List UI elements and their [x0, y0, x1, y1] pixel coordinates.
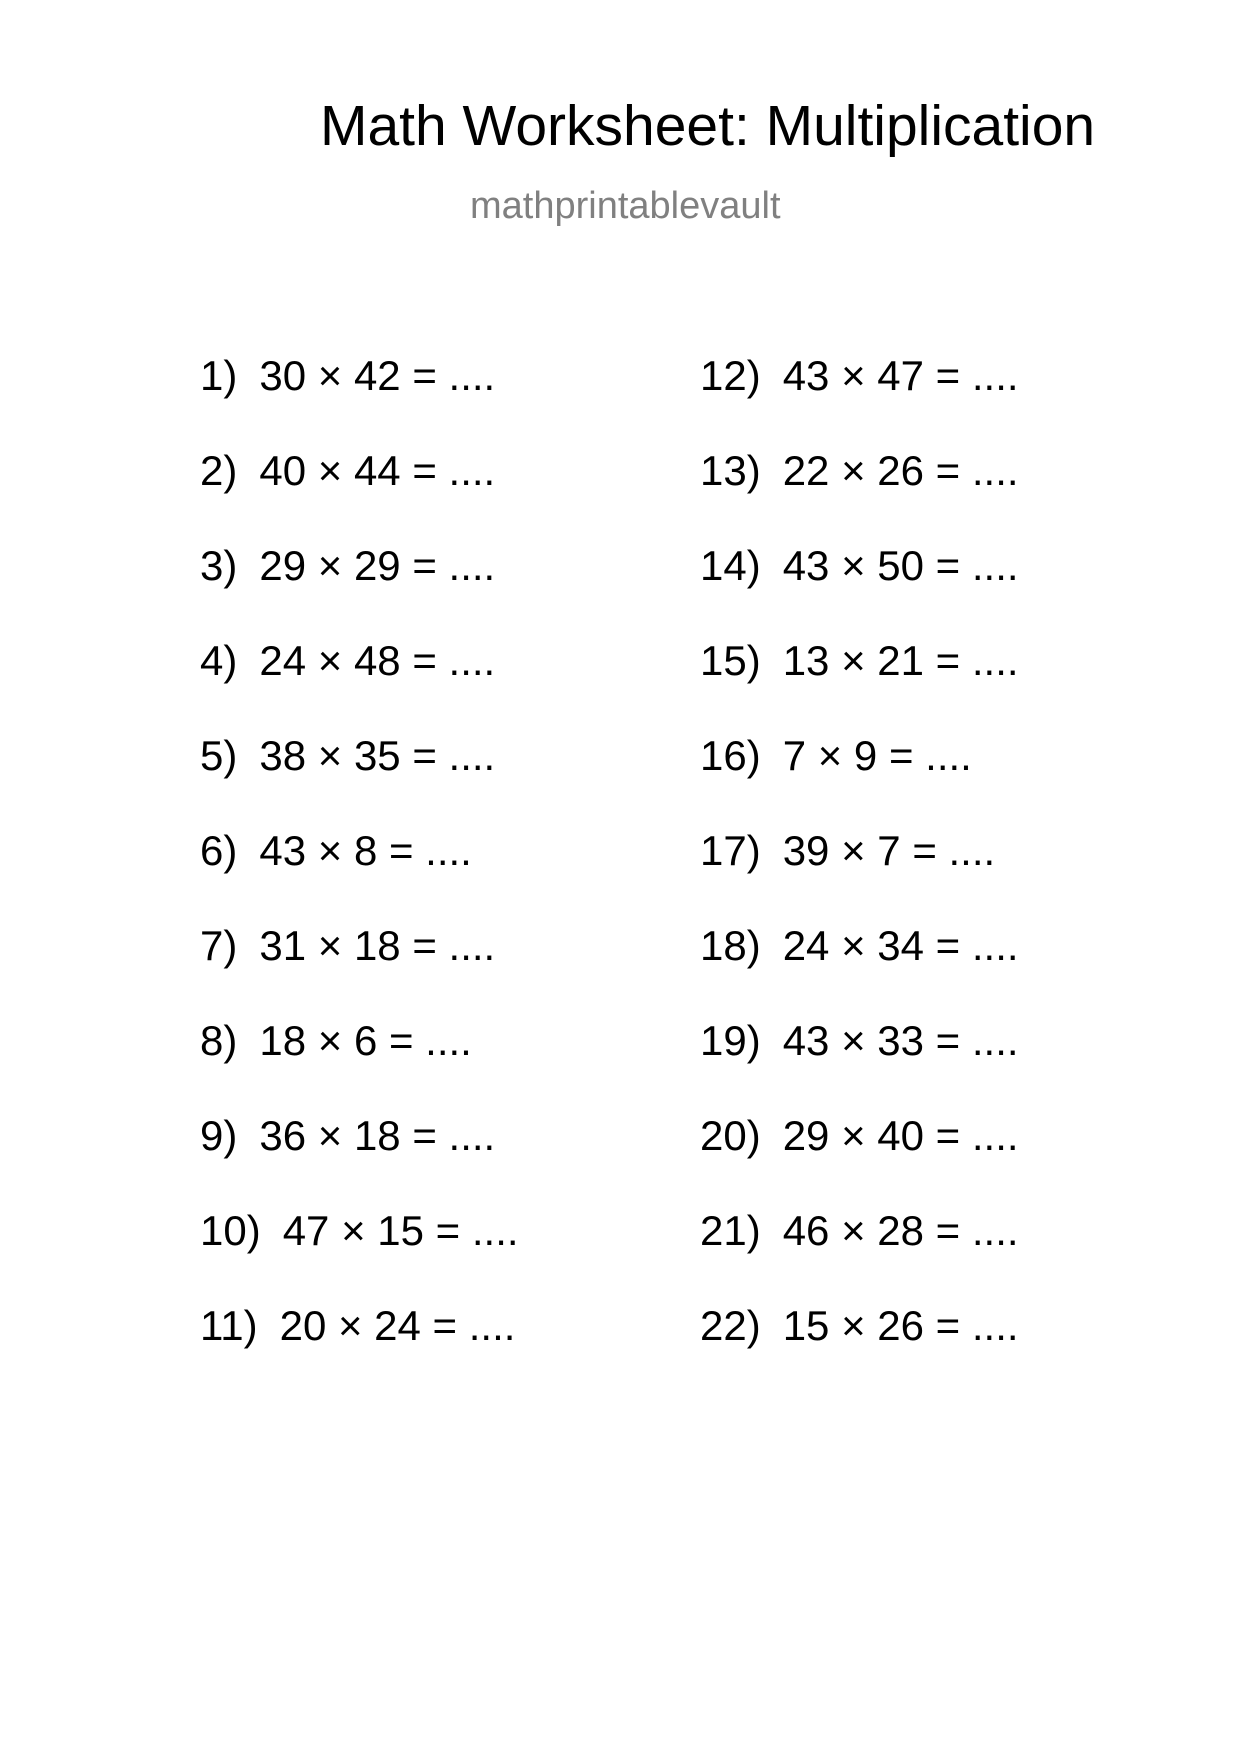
- problem-number: 5): [200, 732, 238, 779]
- problem-expression: 7 × 9 = ....: [782, 732, 972, 779]
- problem-item: [200, 447, 519, 542]
- problem-expression: 31 × 18 = ....: [259, 922, 496, 969]
- problem-item: [700, 447, 1019, 542]
- problem-item: [700, 1112, 1019, 1207]
- problem-item: [200, 352, 519, 447]
- problem-expression: 22 × 26 = ....: [782, 447, 1019, 494]
- problem-expression: 29 × 40 = ....: [782, 1112, 1019, 1159]
- problem-number: 8): [200, 1017, 238, 1064]
- problem-item: [200, 1112, 519, 1207]
- problem-item: [700, 542, 1019, 637]
- problem-number: 13): [700, 447, 761, 494]
- problem-item: [200, 1302, 519, 1397]
- problem-expression: 46 × 28 = ....: [782, 1207, 1019, 1254]
- problem-item: [200, 922, 519, 1017]
- problem-item: [700, 732, 1019, 827]
- problem-item: [200, 827, 519, 922]
- problem-number: 19): [700, 1017, 761, 1064]
- problem-number: 17): [700, 827, 761, 874]
- problem-item: [700, 1207, 1019, 1302]
- problem-column-left: [200, 352, 519, 1397]
- problem-item: [700, 827, 1019, 922]
- problem-number: 11): [200, 1302, 258, 1349]
- problem-item: [200, 542, 519, 637]
- problem-expression: 43 × 50 = ....: [782, 542, 1019, 589]
- problem-number: 7): [200, 922, 238, 969]
- problem-expression: 36 × 18 = ....: [259, 1112, 496, 1159]
- problem-number: 4): [200, 637, 238, 684]
- problem-expression: 29 × 29 = ....: [259, 542, 496, 589]
- problem-expression: 47 × 15 = ....: [282, 1207, 519, 1254]
- problem-number: 12): [700, 352, 761, 399]
- problem-expression: 38 × 35 = ....: [259, 732, 496, 779]
- problem-expression: 15 × 26 = ....: [782, 1302, 1019, 1349]
- problem-number: 15): [700, 637, 761, 684]
- problem-expression: 20 × 24 = ....: [279, 1302, 516, 1349]
- problem-item: [200, 732, 519, 827]
- problem-number: 1): [200, 352, 238, 399]
- problem-number: 18): [700, 922, 761, 969]
- problem-item: [700, 637, 1019, 732]
- problem-expression: 43 × 33 = ....: [782, 1017, 1019, 1064]
- problem-item: [200, 1017, 519, 1112]
- problem-item: [700, 1302, 1019, 1397]
- problem-number: 9): [200, 1112, 238, 1159]
- problem-item: [700, 352, 1019, 447]
- problem-number: 14): [700, 542, 761, 589]
- problem-number: 16): [700, 732, 761, 779]
- problem-item: [200, 637, 519, 732]
- problem-number: 3): [200, 542, 238, 589]
- source-subtitle: mathprintablevault: [470, 185, 781, 227]
- problem-expression: 43 × 47 = ....: [782, 352, 1019, 399]
- problem-number: 2): [200, 447, 238, 494]
- problem-item: [200, 1207, 519, 1302]
- problem-number: 21): [700, 1207, 761, 1254]
- problem-item: [700, 922, 1019, 1017]
- problem-number: 6): [200, 827, 238, 874]
- problem-expression: 30 × 42 = ....: [259, 352, 496, 399]
- problem-number: 20): [700, 1112, 761, 1159]
- problem-item: [700, 1017, 1019, 1112]
- problem-expression: 18 × 6 = ....: [259, 1017, 472, 1064]
- problem-expression: 24 × 34 = ....: [782, 922, 1019, 969]
- problem-expression: 13 × 21 = ....: [782, 637, 1019, 684]
- problem-expression: 39 × 7 = ....: [782, 827, 996, 874]
- problem-expression: 24 × 48 = ....: [259, 637, 496, 684]
- page-title: Math Worksheet: Multiplication: [320, 94, 1096, 158]
- problem-number: 10): [200, 1207, 261, 1254]
- problem-number: 22): [700, 1302, 761, 1349]
- problem-expression: 40 × 44 = ....: [259, 447, 496, 494]
- problem-expression: 43 × 8 = ....: [259, 827, 472, 874]
- problem-column-right: [700, 352, 1019, 1397]
